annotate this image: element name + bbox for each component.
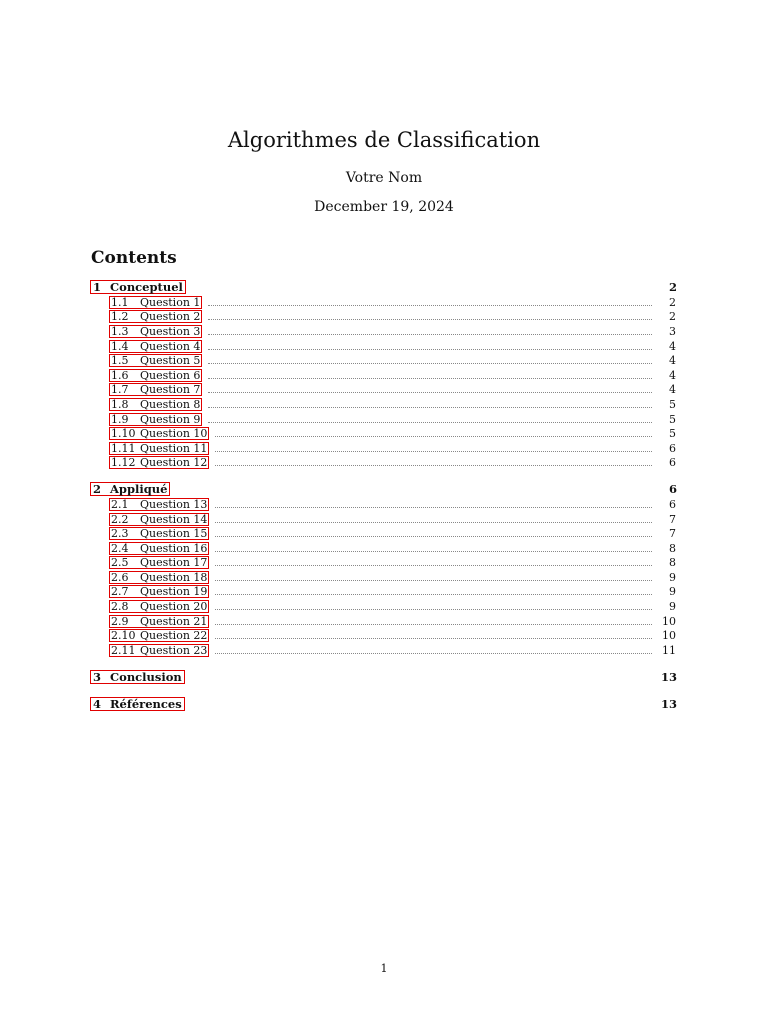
toc-subsection-label: Question 7 (140, 383, 201, 397)
toc-subsection-row (109, 541, 678, 556)
dot-leader (208, 305, 652, 306)
toc-subsection-link[interactable] (109, 571, 209, 584)
toc-subsection-link[interactable] (109, 456, 209, 469)
dot-leader (208, 349, 652, 350)
toc-subsection-link[interactable] (109, 296, 202, 309)
toc-subsection-label: Question 13 (140, 497, 208, 511)
toc-subsection-number: 2.1 (111, 497, 129, 511)
section-gap (90, 685, 678, 696)
toc-section-page: 6 (668, 482, 677, 497)
toc-subsection-list (109, 497, 678, 658)
toc-subsection-row (109, 614, 678, 629)
toc-subsection-label: Question 15 (140, 527, 208, 541)
toc-subsection-number: 2.10 (111, 629, 136, 643)
toc-subsection-link[interactable] (109, 527, 209, 540)
toc-subsection-label: Question 1 (140, 295, 201, 309)
toc-section-page: 13 (660, 669, 677, 684)
page-number: 1 (380, 962, 388, 975)
toc-subsection-number: 1.5 (111, 354, 129, 368)
toc-subsection-page: 5 (669, 412, 676, 426)
dot-leader (215, 580, 652, 581)
toc-subsection-page: 8 (669, 541, 676, 555)
toc-subsection-page: 8 (669, 556, 676, 570)
toc-subsection-label: Question 10 (140, 427, 208, 441)
toc-section-page: 13 (660, 696, 677, 711)
toc-subsection-number: 1.12 (111, 456, 136, 470)
toc-subsection-label: Question 19 (140, 585, 208, 599)
toc-subsection-number: 2.6 (111, 570, 129, 584)
toc-section-row (90, 279, 678, 295)
toc-subsection-label: Question 3 (140, 324, 201, 338)
toc-subsection-link[interactable] (109, 615, 209, 628)
toc-subsection-number: 2.4 (111, 541, 129, 555)
toc-subsection-number: 1.4 (111, 339, 129, 353)
toc-subsection-label: Question 23 (140, 643, 208, 657)
toc-subsection-link[interactable] (109, 398, 202, 411)
toc-section-link[interactable] (90, 697, 185, 711)
toc-section-number: 1 (93, 280, 102, 294)
dot-leader (208, 407, 652, 408)
toc-subsection-number: 1.9 (111, 412, 129, 426)
toc-subsection-row (109, 368, 678, 383)
toc-subsection-number: 1.11 (111, 441, 136, 455)
toc-subsection-number: 2.2 (111, 512, 129, 526)
toc-subsection-label: Question 20 (140, 600, 208, 614)
section-gap (90, 658, 678, 669)
toc-subsection-page: 2 (669, 295, 676, 309)
toc-subsection-page: 5 (669, 397, 676, 411)
document-title: Algorithmes de Classification (227, 128, 541, 152)
toc-subsection-row (109, 310, 678, 325)
toc-subsection-row (109, 585, 678, 600)
dot-leader (215, 436, 652, 437)
toc-subsection-label: Question 22 (140, 629, 208, 643)
toc-subsection-number: 2.5 (111, 556, 129, 570)
toc-subsection-page: 6 (669, 497, 676, 511)
toc-subsection-number: 2.7 (111, 585, 129, 599)
dot-leader (215, 465, 652, 466)
toc-section-row (90, 481, 678, 497)
toc-subsection-number: 1.7 (111, 383, 129, 397)
toc-subsection-page: 9 (669, 570, 676, 584)
toc-subsection-row (109, 383, 678, 398)
toc-subsection-page: 7 (669, 512, 676, 526)
toc-subsection-row (109, 412, 678, 427)
toc-subsection-row (109, 556, 678, 571)
toc-subsection-row (109, 497, 678, 512)
toc-subsection-row (109, 397, 678, 412)
toc-subsection-link[interactable] (109, 542, 209, 555)
toc-subsection-row (109, 324, 678, 339)
dot-leader (215, 624, 652, 625)
toc-subsection-link[interactable] (109, 498, 209, 511)
toc-subsection-link[interactable] (109, 600, 209, 613)
toc-subsection-link[interactable] (109, 629, 209, 642)
toc-subsection-page: 6 (669, 456, 676, 470)
toc-subsection-row (109, 526, 678, 541)
toc-subsection-number: 2.3 (111, 527, 129, 541)
toc-subsection-link[interactable] (109, 354, 202, 367)
dot-leader (208, 319, 652, 320)
toc-subsection-page: 10 (662, 614, 676, 628)
toc-subsection-link[interactable] (109, 556, 209, 569)
toc-subsection-label: Question 14 (140, 512, 208, 526)
toc-section-label: Appliqué (110, 482, 168, 497)
toc-section-link[interactable] (90, 482, 170, 496)
toc-subsection-link[interactable] (109, 369, 202, 382)
dot-leader (208, 378, 652, 379)
dot-leader (208, 363, 652, 364)
toc-section-label: Références (110, 696, 182, 711)
toc-subsection-label: Question 21 (140, 614, 208, 628)
toc-subsection-row (109, 643, 678, 658)
dot-leader (215, 522, 652, 523)
toc-subsection-label: Question 17 (140, 556, 208, 570)
toc-subsection-row (109, 599, 678, 614)
table-of-contents (90, 279, 678, 712)
toc-subsection-page: 5 (669, 427, 676, 441)
toc-subsection-page: 4 (669, 354, 676, 368)
toc-subsection-label: Question 12 (140, 456, 208, 470)
toc-subsection-number: 2.11 (111, 643, 136, 657)
toc-subsection-link[interactable] (109, 325, 202, 338)
toc-subsection-list (109, 295, 678, 470)
toc-subsection-page: 4 (669, 339, 676, 353)
toc-subsection-link[interactable] (109, 427, 209, 440)
document-author: Votre Nom (345, 170, 423, 186)
toc-subsection-number: 1.8 (111, 397, 129, 411)
toc-subsection-row (109, 353, 678, 368)
toc-subsection-row (109, 512, 678, 527)
toc-section-page: 2 (668, 280, 677, 294)
toc-subsection-row (109, 456, 678, 471)
toc-subsection-page: 9 (669, 600, 676, 614)
toc-subsection-row (109, 295, 678, 310)
toc-subsection-label: Question 8 (140, 397, 201, 411)
toc-subsection-link[interactable] (109, 442, 209, 455)
toc-subsection-row (109, 339, 678, 354)
toc-subsection-label: Question 2 (140, 310, 201, 324)
dot-leader (215, 536, 652, 537)
toc-heading: Contents (91, 248, 177, 268)
toc-subsection-label: Question 16 (140, 541, 208, 555)
toc-subsection-link[interactable] (109, 413, 202, 426)
section-gap (90, 470, 678, 481)
dot-leader (215, 594, 652, 595)
toc-subsection-row (109, 628, 678, 643)
toc-subsection-label: Question 5 (140, 354, 201, 368)
toc-subsection-page: 11 (662, 643, 676, 657)
toc-subsection-number: 1.2 (111, 310, 129, 324)
toc-subsection-link[interactable] (109, 585, 209, 598)
dot-leader (215, 609, 652, 610)
toc-section-number: 3 (93, 669, 102, 684)
toc-subsection-number: 1.6 (111, 368, 129, 382)
toc-subsection-label: Question 6 (140, 368, 201, 382)
toc-subsection-number: 2.8 (111, 600, 129, 614)
toc-subsection-row (109, 570, 678, 585)
toc-subsection-page: 4 (669, 368, 676, 382)
toc-section-row (90, 669, 678, 685)
document-date: December 19, 2024 (314, 199, 454, 215)
toc-section-row (90, 696, 678, 712)
toc-subsection-number: 1.1 (111, 295, 129, 309)
dot-leader (215, 507, 652, 508)
toc-subsection-number: 1.3 (111, 324, 129, 338)
toc-subsection-page: 10 (662, 629, 676, 643)
toc-section-link[interactable] (90, 670, 185, 684)
dot-leader (215, 565, 652, 566)
dot-leader (208, 392, 652, 393)
toc-subsection-page: 6 (669, 441, 676, 455)
toc-subsection-link[interactable] (109, 340, 202, 353)
toc-subsection-link[interactable] (109, 513, 209, 526)
dot-leader (208, 422, 652, 423)
toc-section-label: Conclusion (110, 669, 182, 684)
toc-subsection-link[interactable] (109, 310, 202, 323)
toc-subsection-link[interactable] (109, 644, 209, 657)
toc-subsection-label: Question 9 (140, 412, 201, 426)
toc-subsection-page: 3 (669, 324, 676, 338)
toc-subsection-label: Question 18 (140, 570, 208, 584)
toc-subsection-number: 2.9 (111, 614, 129, 628)
toc-subsection-number: 1.10 (111, 427, 136, 441)
toc-subsection-page: 2 (669, 310, 676, 324)
dot-leader (215, 551, 652, 552)
toc-section-label: Conceptuel (110, 280, 183, 294)
dot-leader (208, 334, 652, 335)
toc-subsection-page: 4 (669, 383, 676, 397)
toc-section-link[interactable] (90, 280, 186, 294)
toc-subsection-link[interactable] (109, 383, 202, 396)
dot-leader (215, 638, 652, 639)
toc-subsection-label: Question 4 (140, 339, 201, 353)
toc-subsection-page: 7 (669, 527, 676, 541)
dot-leader (215, 451, 652, 452)
toc-section-number: 4 (93, 696, 102, 711)
toc-subsection-page: 9 (669, 585, 676, 599)
toc-subsection-row (109, 441, 678, 456)
toc-section-number: 2 (93, 482, 102, 497)
dot-leader (215, 653, 652, 654)
toc-subsection-label: Question 11 (140, 441, 208, 455)
toc-subsection-row (109, 426, 678, 441)
